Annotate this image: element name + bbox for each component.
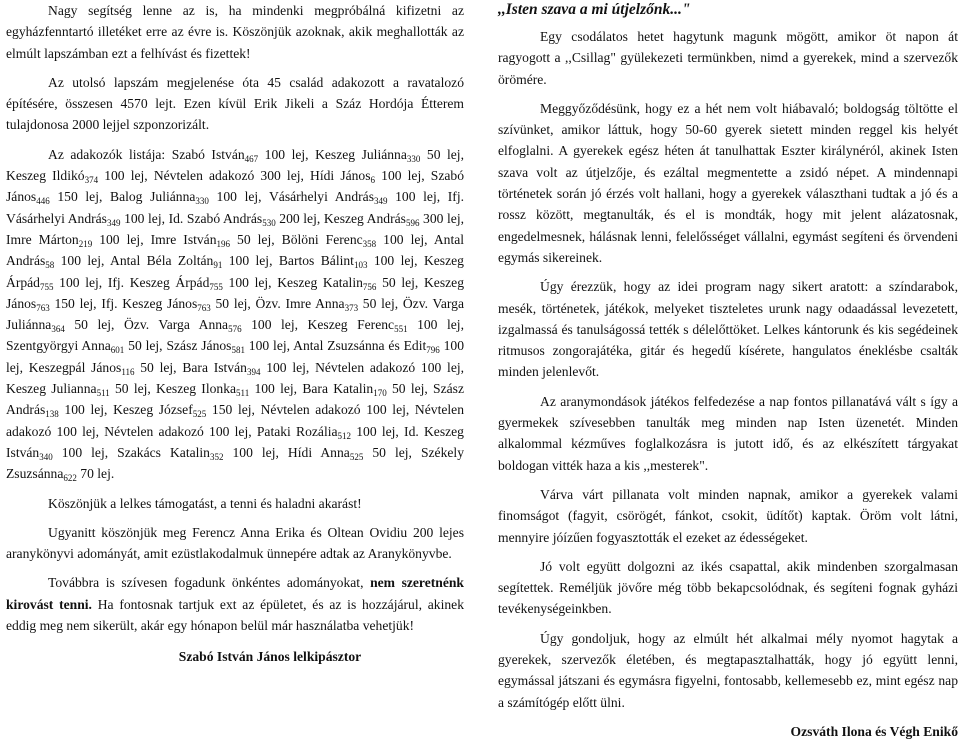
donor-name: Hídi Anna — [287, 444, 350, 460]
donor-amount: 50 lej, Özv. — [210, 295, 286, 311]
donor-amount: 50 lej, — [124, 338, 167, 354]
donor-amount: 100 lej, — [258, 146, 316, 162]
donor-house-number: 358 — [362, 238, 377, 249]
donor-entry — [6, 232, 151, 247]
left-paragraph-golden-book: Ugyanitt köszönjük meg Ferencz Anna Erika és Oltean Ovidiu 200 lejes aranykönyvi adományát, amit ezüstlakodalmuk ünnepére adtak az Aranykönyvbe. — [6, 524, 464, 562]
donor-list — [6, 144, 464, 485]
donor-name: Szakács Katalin — [117, 444, 210, 460]
donor-amount: 50 lej, — [134, 359, 183, 375]
donor-house-number: 576 — [228, 324, 242, 335]
donor-house-number: 530 — [262, 217, 276, 228]
left-paragraph-2: Az utolsó lapszám megjelenése óta 45 család adakozott a ravatalozó építésére, összesen 4570 lejt. Ezen kívül Erik Jikeli a Száz Hordója Étterem tulajdonosa 2000 lejjel szponzorizált. — [6, 74, 464, 133]
donor-amount: 100 lej, — [249, 381, 303, 397]
donor-house-number: 596 — [405, 217, 420, 228]
donor-amount: 150 lej, — [49, 189, 110, 205]
donor-name: Antal András — [6, 231, 465, 269]
donor-entry — [117, 445, 288, 460]
donor-entry — [282, 232, 434, 247]
donor-entry — [6, 338, 167, 356]
left-column — [6, 0, 464, 668]
donor-entry — [110, 253, 279, 271]
donor-amount: 70 lej. — [76, 466, 115, 482]
donor-name: Bartos Bálint — [278, 253, 354, 269]
donor-entry — [310, 168, 431, 186]
donor-name: Vásárhelyi András — [268, 189, 374, 205]
left-paragraph-thanks: Köszönjük a lelkes támogatást, a tenni és haladni akarást! — [48, 495, 362, 511]
donor-entries — [6, 146, 465, 484]
donor-entry — [288, 445, 421, 460]
right-paragraph-7: Úgy gondoljuk, hogy az elmúlt hét alkalmai mély nyomot hagytak a gyerekek, szervezők életében, és megtapasztalhatták, hogy jó együtt lenni, egymással játszani és egymásra figyelni, fontosabb, kellemesebb ez, mint egész nap a számítógép előtt ülni. — [498, 630, 958, 710]
left-signature: Szabó István János lelkipásztor — [178, 649, 362, 665]
donor-name: Szabó János — [6, 168, 464, 205]
donor-name: Keszeg Ildikó — [6, 168, 85, 184]
donor-amount: 100 lej, Ifj. — [53, 274, 130, 290]
donor-amount: 50 lej, Özv. — [64, 317, 159, 333]
donor-name: Keszeg János — [122, 295, 198, 311]
donor-house-number: 330 — [406, 153, 421, 164]
donor-house-number: 755 — [39, 281, 54, 292]
donor-amount: 100 lej, — [407, 317, 464, 333]
donor-name: Varga Anna — [158, 317, 229, 333]
donor-name: Szász András — [6, 381, 464, 418]
donor-amount: 100 lej, — [223, 444, 288, 460]
donor-amount: 150 lej, Ifj. — [49, 295, 123, 311]
right-paragraph-5: Várva várt pillanata volt minden napnak, amikor a gyerekek valami finomságot (fagyit, csörögét, fánkot, csokit, üdítőt) kaptak. Öröm volt látni, mennyire jóízűen fogyasztották el ezeket az édességeket. — [498, 486, 958, 545]
donor-name: Keszegpál János — [28, 359, 122, 375]
donor-amount: 100 lej, — [6, 338, 464, 375]
donor-amount: 50 lej, — [420, 146, 464, 162]
donor-house-number: 467 — [244, 153, 259, 164]
donor-house-number: 581 — [231, 345, 245, 356]
right-paragraph-4: Az aranymondások játékos felfedezése a nap fontos pillanatává vált s így a gyermekek szívesebben tanulták meg minden nap Isten üzenetét. Minden alkalommal kézműves foglalkozásra is jutott idő, és az elkészített tárgyakat boldogan vitték haza a kis ,,mesterek". — [498, 393, 958, 473]
donor-entry — [307, 317, 464, 335]
donor-house-number: 374 — [84, 175, 99, 186]
donor-entry — [122, 296, 285, 311]
donor-amount: 50 lej, — [109, 381, 157, 397]
donor-house-number: 196 — [216, 238, 231, 249]
donor-name: Keszeg Ilonka — [156, 381, 237, 397]
donor-name: Keszeg Julianna — [6, 381, 97, 397]
donor-amount: 100 lej, — [222, 253, 279, 269]
donor-entry — [315, 147, 464, 162]
donor-entry — [187, 211, 324, 226]
donor-amount: 50 lej, — [386, 381, 434, 397]
donor-house-number: 352 — [209, 451, 224, 462]
right-column — [498, 0, 958, 742]
donor-amount: 100 lej, Id. — [120, 210, 187, 226]
donor-name: Hídi János — [310, 168, 371, 184]
donor-amount: 100 lej, — [241, 317, 308, 333]
donor-entry — [182, 360, 464, 375]
donor-house-number: 512 — [337, 430, 352, 441]
donor-amount: 100 lej, — [375, 168, 431, 184]
donor-name: Szabó András — [186, 210, 263, 226]
donor-amount: 100 lej, — [244, 338, 294, 354]
donor-amount: 100 lej, — [367, 253, 424, 269]
donor-house-number: 340 — [39, 451, 53, 462]
donor-house-number: 511 — [96, 388, 110, 399]
donor-house-number: 103 — [353, 260, 368, 271]
donor-amount: 300 lej, — [419, 210, 464, 226]
donor-entry — [285, 296, 432, 311]
donor-amount: 150 lej, Névtelen adakozó 100 lej, Névtelen adakozó 100 lej, Névtelen adakozó 100 lej, — [6, 402, 464, 439]
donor-entry — [302, 381, 434, 399]
donor-amount: 50 lej, Özv. — [358, 295, 433, 311]
donor-house-number: 511 — [236, 388, 250, 399]
donor-house-number: 219 — [78, 238, 93, 249]
right-paragraph-3: Úgy érezzük, hogy az idei program nagy sikert aratott: a színdarabok, mesék, történetek, játékok, melyeket tiszteletes urunk nagy odaadással levezetett, izgalmassá és tanulságossá tették s délelőttöket. Lelkes kántorunk és kis segédeinek ritmusos zongorajátéka, gitár és hegedű kísérete, hangulatos éneklésbe csalták minden jelenlevőt. — [498, 279, 958, 380]
donor-name: Balog Juliánna — [110, 189, 196, 205]
donor-entry — [166, 338, 294, 356]
donor-name: Keszeg István — [6, 423, 464, 460]
donor-entry — [156, 381, 303, 399]
right-paragraph-6: Jó volt együtt dolgozni az ikés csapattal, akik mindenben szorgalmasan segítettek. Reméljük jövőre még több bekapcsolódnak, és segíteni fognak gyházi tevékenységeinkben. — [498, 558, 958, 617]
donor-name: Bara Katalin — [302, 381, 374, 397]
donor-name: Imre Anna — [285, 295, 345, 311]
donations-text-b: Ha fontosnak tartjuk ext az épületet, és az is hozzájárul, akinek eddig meg nem sikerült, akár egy hónapon belül már használatba vehetjük! — [6, 596, 465, 634]
donor-house-number: 525 — [192, 409, 207, 420]
right-paragraph-2: Meggyőződésünk, hogy ez a hét nem volt hiábavaló; boldogság töltötte el szívünket, amikor láttuk, hogy 50-60 gyerek sietett minden reggel kis helyét elfoglalni. A gyerekek egész héten át tanulhattak Eszter királynéról, akinek Isten szava volt az útjelzője, és ezáltal megmentette a zsidó népet. A mindennapi történetek során jó érzés volt hallani, hogy a gyerekek választhani tudtak a jó és a rossz között, megtanulták, és el is mondták, hogy mit jelent alázatosnak, engedelmesnek, hálásnak lenni, felelősséget vállalni, egymást segíteni és örvendeni egymás sikereinek. — [498, 100, 958, 265]
donor-amount: 100 lej, Ifj. — [387, 189, 465, 205]
donor-entry — [29, 360, 183, 375]
donor-name: Keszeg József — [113, 402, 193, 418]
donor-amount: 200 lej, — [275, 210, 324, 226]
donor-amount: 100 lej, — [208, 189, 269, 205]
donor-house-number: 349 — [374, 196, 388, 207]
donor-entry — [130, 275, 278, 290]
donor-amount: 100 lej, — [58, 402, 114, 418]
donor-name: Szász János — [166, 338, 232, 354]
donor-amount: 50 lej, — [363, 444, 421, 460]
donor-house-number: 91 — [213, 260, 223, 271]
right-signature: Ozsváth Ilona és Végh Enikő — [790, 723, 958, 739]
donor-name: Keszeg Árpád — [129, 274, 210, 290]
donor-name: Keszeg Ferenc — [307, 317, 395, 333]
donor-name: Antal Béla Zoltán — [110, 253, 214, 269]
donor-house-number: 6 — [370, 175, 376, 186]
donor-house-number: 394 — [246, 366, 261, 377]
donor-name: Bölöni Ferenc — [281, 231, 363, 247]
donor-name: Székely Zsuzsánna — [6, 444, 464, 482]
donor-entry — [6, 168, 311, 186]
donor-house-number: 373 — [344, 302, 359, 313]
donor-name: Pataki Rozália — [256, 423, 338, 439]
donor-amount: 100 lej, Id. — [351, 423, 424, 439]
donor-entry — [110, 189, 269, 207]
donor-house-number: 763 — [36, 302, 50, 313]
donor-house-number: 138 — [45, 409, 59, 420]
donor-name: Keszeg János — [6, 274, 464, 311]
donor-amount: 100 lej, — [52, 444, 118, 460]
left-paragraph-1: Nagy segítség lenne az is, ha mindenki megpróbálná kifizetni az egyházfenntartó illetéket erre az évre is. Köszönjük azoknak, akik meghallották az elmúlt lapszámban ezt a felhívást és fizettek! — [6, 3, 464, 61]
donor-amount: 100 lej, Névtelen adakozó 300 lej, — [98, 168, 311, 184]
donor-house-number: 525 — [349, 451, 364, 462]
donor-list-intro: Az adakozók listája: — [48, 146, 172, 162]
right-paragraph-1: Egy csodálatos hetet hagytunk magunk mögött, amikor öt napon át ragyogott a ,,Csillag" gyülekezeti termünkben, nimd a gyerekek, mind a szervezők örömére. — [498, 29, 958, 87]
donor-name: Keszeg Árpád — [6, 253, 464, 290]
donor-name: Szabó István — [171, 146, 245, 162]
left-paragraph-donations — [6, 572, 464, 636]
donor-entry — [324, 211, 464, 226]
donor-house-number: 364 — [51, 324, 65, 335]
donor-house-number: 755 — [209, 281, 223, 292]
donor-entry — [277, 275, 424, 290]
donor-amount: 50 lej, — [376, 274, 424, 290]
donor-house-number: 58 — [45, 260, 55, 271]
donor-entry — [158, 317, 308, 335]
donor-name: Imre Márton — [6, 231, 79, 247]
donor-house-number: 763 — [197, 302, 211, 313]
donor-house-number: 622 — [63, 473, 77, 484]
donor-house-number: 551 — [394, 324, 408, 335]
donor-name: Keszeg András — [323, 210, 406, 226]
donor-name: Imre István — [150, 231, 217, 247]
donor-house-number: 116 — [121, 366, 135, 377]
donor-house-number: 796 — [426, 345, 440, 356]
donor-entry — [172, 147, 315, 162]
donor-name: Vásárhelyi András — [6, 210, 107, 226]
donor-entry — [151, 232, 282, 247]
donor-amount: 100 lej, — [54, 253, 111, 269]
donor-house-number: 330 — [195, 196, 209, 207]
donor-amount: 50 lej, — [230, 231, 282, 247]
donor-entry — [268, 189, 465, 207]
donor-entry — [257, 424, 424, 439]
donor-house-number: 446 — [36, 196, 50, 207]
donor-name: Keszeg Juliánna — [315, 146, 407, 162]
donations-text-a: Továbbra is szívesen fogadunk önkéntes adományokat, — [48, 575, 371, 591]
donor-amount: 100 lej, Névtelen adakozó 100 lej, — [260, 359, 465, 375]
donor-name: Antal Zsuzsánna és Edit — [293, 338, 427, 354]
donor-house-number: 601 — [110, 345, 125, 356]
donor-entry — [278, 253, 424, 271]
donor-name: Varga Juliánna — [6, 295, 464, 333]
donor-name: Bara István — [182, 359, 247, 375]
donor-entry — [6, 381, 157, 399]
donor-amount: 100 lej, — [222, 274, 278, 290]
donor-name: Szentgyörgyi Anna — [6, 338, 111, 354]
donor-amount: 100 lej, — [92, 231, 151, 247]
donor-name: Keszeg Katalin — [277, 274, 363, 290]
donor-amount: 100 lej, — [376, 231, 434, 247]
donor-entry — [6, 211, 187, 226]
donor-house-number: 170 — [373, 388, 387, 399]
donor-house-number: 349 — [106, 217, 121, 228]
donations-emphasis: nem szeretnénk kirovást tenni. — [6, 575, 464, 612]
donor-house-number: 756 — [362, 281, 377, 292]
article-title: ,,Isten szava a mi útjelzőnk..." — [498, 1, 691, 18]
